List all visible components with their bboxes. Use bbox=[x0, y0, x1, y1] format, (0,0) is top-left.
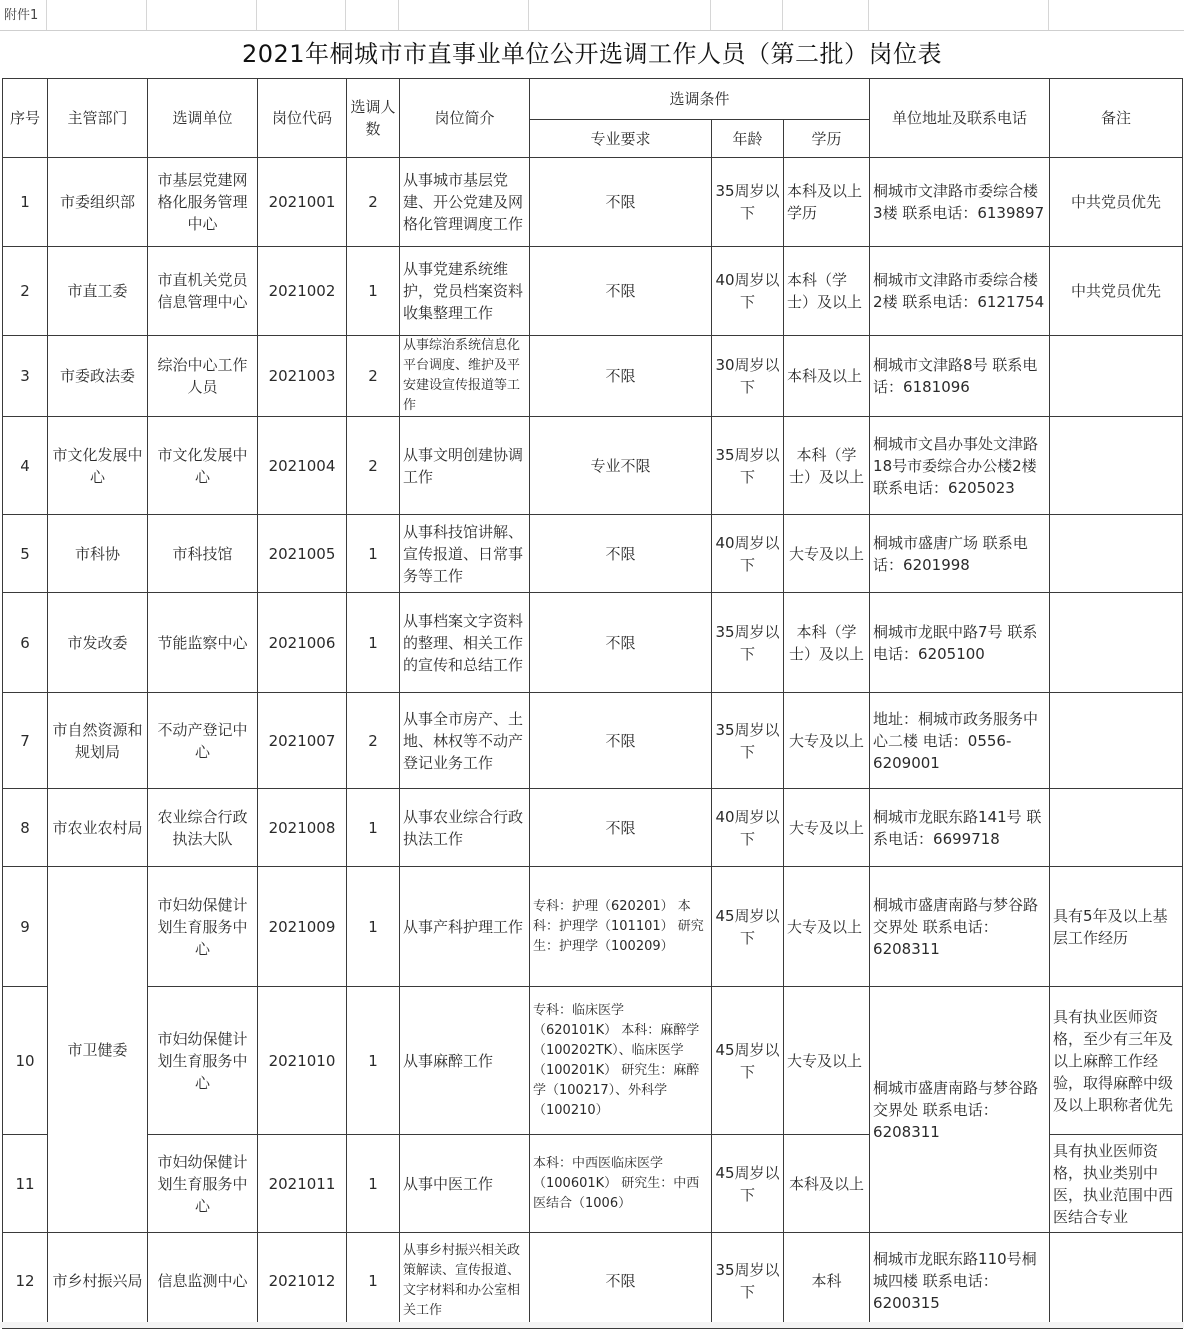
cell-major: 专科：护理（620201） 本科：护理学（101101） 研究生：护理学（100209） bbox=[530, 867, 712, 987]
cell-edu: 本科 bbox=[784, 1233, 870, 1329]
cell-unit: 市直机关党员信息管理中心 bbox=[148, 247, 258, 336]
cell-dept: 市自然资源和规划局 bbox=[48, 693, 148, 789]
cell-code: 2021012 bbox=[258, 1233, 347, 1329]
cell-count: 1 bbox=[347, 1233, 400, 1329]
cell-edu: 大专及以上 bbox=[784, 515, 870, 593]
cell-dept: 市科协 bbox=[48, 515, 148, 593]
cell-edu: 大专及以上 bbox=[784, 987, 870, 1135]
cell-note: 具有5年及以上基层工作经历 bbox=[1050, 867, 1183, 987]
header-count: 选调人数 bbox=[347, 79, 400, 158]
header-desc: 岗位简介 bbox=[400, 79, 530, 158]
cell-seq: 3 bbox=[3, 336, 48, 417]
cell-edu: 本科及以上学历 bbox=[784, 158, 870, 247]
cell-edu: 本科（学士）及以上 bbox=[784, 417, 870, 515]
cell-major: 专业不限 bbox=[530, 417, 712, 515]
cell-desc: 从事全市房产、土地、林权等不动产登记业务工作 bbox=[400, 693, 530, 789]
cell-code: 2021004 bbox=[258, 417, 347, 515]
cell-unit: 市科技馆 bbox=[148, 515, 258, 593]
cell-dept: 市乡村振兴局 bbox=[48, 1233, 148, 1329]
cell-desc: 从事产科护理工作 bbox=[400, 867, 530, 987]
cell-unit: 市妇幼保健计划生育服务中心 bbox=[148, 1135, 258, 1233]
cell-age: 35周岁以下 bbox=[712, 158, 784, 247]
header-major: 专业要求 bbox=[530, 120, 712, 158]
table-row bbox=[3, 789, 1183, 867]
bottom-strip bbox=[0, 1322, 1184, 1328]
cell-dept: 市发改委 bbox=[48, 593, 148, 693]
header-conditions: 选调条件 bbox=[530, 79, 870, 120]
cell-major: 不限 bbox=[530, 158, 712, 247]
header-age: 年龄 bbox=[712, 120, 784, 158]
cell-edu: 本科（学士）及以上 bbox=[784, 593, 870, 693]
cell-note bbox=[1050, 593, 1183, 693]
table-row bbox=[3, 417, 1183, 515]
cell-major: 不限 bbox=[530, 247, 712, 336]
table-row bbox=[3, 1233, 1183, 1329]
cell-code: 2021006 bbox=[258, 593, 347, 693]
cell-seq: 10 bbox=[3, 987, 48, 1135]
cell-major: 不限 bbox=[530, 336, 712, 417]
cell-edu: 本科及以上 bbox=[784, 1135, 870, 1233]
cell-desc: 从事综治系统信息化平台调度、维护及平安建设宣传报道等工作 bbox=[400, 336, 530, 417]
cell-code: 2021010 bbox=[258, 987, 347, 1135]
header-dept: 主管部门 bbox=[48, 79, 148, 158]
cell-note bbox=[1050, 515, 1183, 593]
cell-unit: 农业综合行政执法大队 bbox=[148, 789, 258, 867]
cell-code: 2021008 bbox=[258, 789, 347, 867]
cell-count: 2 bbox=[347, 336, 400, 417]
cell-desc: 从事档案文字资料的整理、相关工作的宣传和总结工作 bbox=[400, 593, 530, 693]
header-unit: 选调单位 bbox=[148, 79, 258, 158]
cell-count: 1 bbox=[347, 789, 400, 867]
cell-major: 本科：中西医临床医学（100601K） 研究生：中西医结合（1006） bbox=[530, 1135, 712, 1233]
cell-code: 2021007 bbox=[258, 693, 347, 789]
cell-unit: 市文化发展中心 bbox=[148, 417, 258, 515]
cell-address: 桐城市文津路8号 联系电话：6181096 bbox=[870, 336, 1050, 417]
table-row bbox=[3, 693, 1183, 789]
cell-unit: 市妇幼保健计划生育服务中心 bbox=[148, 867, 258, 987]
cell-note: 中共党员优先 bbox=[1050, 247, 1183, 336]
cell-desc: 从事麻醉工作 bbox=[400, 987, 530, 1135]
header-code: 岗位代码 bbox=[258, 79, 347, 158]
cell-desc: 从事乡村振兴相关政策解读、宣传报道、文字材料和办公室相关工作 bbox=[400, 1233, 530, 1329]
cell-seq: 6 bbox=[3, 593, 48, 693]
cell-address: 地址：桐城市政务服务中心二楼 电话：0556-6209001 bbox=[870, 693, 1050, 789]
cell-dept: 市委组织部 bbox=[48, 158, 148, 247]
cell-count: 2 bbox=[347, 417, 400, 515]
cell-dept: 市委政法委 bbox=[48, 336, 148, 417]
cell-unit: 市妇幼保健计划生育服务中心 bbox=[148, 987, 258, 1135]
cell-age: 40周岁以下 bbox=[712, 515, 784, 593]
cell-age: 45周岁以下 bbox=[712, 1135, 784, 1233]
cell-address: 桐城市盛唐南路与梦谷路交界处 联系电话：6208311 bbox=[870, 987, 1050, 1233]
cell-code: 2021005 bbox=[258, 515, 347, 593]
cell-edu: 本科及以上 bbox=[784, 336, 870, 417]
cell-seq: 11 bbox=[3, 1135, 48, 1233]
cell-major: 不限 bbox=[530, 1233, 712, 1329]
cell-note bbox=[1050, 1233, 1183, 1329]
cell-edu: 本科（学士）及以上 bbox=[784, 247, 870, 336]
cell-desc: 从事党建系统维护，党员档案资料收集整理工作 bbox=[400, 247, 530, 336]
cell-count: 1 bbox=[347, 867, 400, 987]
cell-major: 专科：临床医学（620101K） 本科：麻醉学（100202TK）、临床医学（100201K） 研究生：麻醉学（100217）、外科学（100210） bbox=[530, 987, 712, 1135]
cell-unit: 节能监察中心 bbox=[148, 593, 258, 693]
cell-count: 1 bbox=[347, 593, 400, 693]
cell-address: 桐城市文昌办事处文津路18号市委综合办公楼2楼 联系电话：6205023 bbox=[870, 417, 1050, 515]
cell-age: 30周岁以下 bbox=[712, 336, 784, 417]
top-grid bbox=[0, 0, 1184, 31]
cell-seq: 7 bbox=[3, 693, 48, 789]
cell-note bbox=[1050, 789, 1183, 867]
cell-count: 1 bbox=[347, 987, 400, 1135]
cell-seq: 5 bbox=[3, 515, 48, 593]
header-note: 备注 bbox=[1050, 79, 1183, 158]
cell-address: 桐城市龙眠东路110号桐城四楼 联系电话：6200315 bbox=[870, 1233, 1050, 1329]
cell-code: 2021011 bbox=[258, 1135, 347, 1233]
page-title: 2021年桐城市市直事业单位公开选调工作人员（第二批）岗位表 bbox=[241, 40, 943, 68]
cell-age: 35周岁以下 bbox=[712, 417, 784, 515]
cell-address: 桐城市文津路市委综合楼3楼 联系电话：6139897 bbox=[870, 158, 1050, 247]
cell-desc: 从事科技馆讲解、宣传报道、日常事务等工作 bbox=[400, 515, 530, 593]
cell-code: 2021002 bbox=[258, 247, 347, 336]
cell-seq: 12 bbox=[3, 1233, 48, 1329]
table-row bbox=[3, 867, 1183, 987]
cell-unit: 不动产登记中心 bbox=[148, 693, 258, 789]
cell-desc: 从事中医工作 bbox=[400, 1135, 530, 1233]
cell-count: 1 bbox=[347, 515, 400, 593]
cell-age: 40周岁以下 bbox=[712, 247, 784, 336]
cell-note: 中共党员优先 bbox=[1050, 158, 1183, 247]
cell-address: 桐城市文津路市委综合楼2楼 联系电话：6121754 bbox=[870, 247, 1050, 336]
table-row bbox=[3, 247, 1183, 336]
cell-desc: 从事农业综合行政执法工作 bbox=[400, 789, 530, 867]
cell-edu: 大专及以上 bbox=[784, 693, 870, 789]
cell-dept: 市农业农村局 bbox=[48, 789, 148, 867]
table-row bbox=[3, 987, 1183, 1135]
cell-unit: 市基层党建网格化服务管理中心 bbox=[148, 158, 258, 247]
cell-desc: 从事城市基层党建、开公党建及网格化管理调度工作 bbox=[400, 158, 530, 247]
cell-note: 具有执业医师资格，执业类别中医，执业范围中西医结合专业 bbox=[1050, 1135, 1183, 1233]
cell-code: 2021003 bbox=[258, 336, 347, 417]
cell-age: 45周岁以下 bbox=[712, 867, 784, 987]
cell-seq: 2 bbox=[3, 247, 48, 336]
table-row bbox=[3, 515, 1183, 593]
cell-desc: 从事文明创建协调工作 bbox=[400, 417, 530, 515]
cell-age: 40周岁以下 bbox=[712, 789, 784, 867]
cell-code: 2021009 bbox=[258, 867, 347, 987]
cell-code: 2021001 bbox=[258, 158, 347, 247]
cell-major: 不限 bbox=[530, 693, 712, 789]
cell-address: 桐城市龙眠中路7号 联系电话：6205100 bbox=[870, 593, 1050, 693]
cell-dept: 市文化发展中心 bbox=[48, 417, 148, 515]
cell-count: 2 bbox=[347, 693, 400, 789]
cell-major: 不限 bbox=[530, 515, 712, 593]
cell-seq: 4 bbox=[3, 417, 48, 515]
cell-count: 2 bbox=[347, 158, 400, 247]
cell-age: 35周岁以下 bbox=[712, 693, 784, 789]
header-address: 单位地址及联系电话 bbox=[870, 79, 1050, 158]
cell-unit: 综治中心工作人员 bbox=[148, 336, 258, 417]
cell-count: 1 bbox=[347, 1135, 400, 1233]
cell-edu: 大专及以上 bbox=[784, 867, 870, 987]
cell-count: 1 bbox=[347, 247, 400, 336]
cell-address: 桐城市盛唐南路与梦谷路交界处 联系电话：6208311 bbox=[870, 867, 1050, 987]
cell-note bbox=[1050, 693, 1183, 789]
cell-seq: 8 bbox=[3, 789, 48, 867]
table-row bbox=[3, 158, 1183, 247]
cell-age: 45周岁以下 bbox=[712, 987, 784, 1135]
cell-age: 35周岁以下 bbox=[712, 593, 784, 693]
cell-major: 不限 bbox=[530, 789, 712, 867]
header-edu: 学历 bbox=[784, 120, 870, 158]
cell-edu: 大专及以上 bbox=[784, 789, 870, 867]
cell-address: 桐城市盛唐广场 联系电话：6201998 bbox=[870, 515, 1050, 593]
header-seq: 序号 bbox=[3, 79, 48, 158]
positions-table bbox=[2, 78, 1183, 1329]
attachment-label: 附件1 bbox=[4, 8, 39, 23]
cell-seq: 1 bbox=[3, 158, 48, 247]
cell-unit: 信息监测中心 bbox=[148, 1233, 258, 1329]
table-row bbox=[3, 593, 1183, 693]
cell-note bbox=[1050, 417, 1183, 515]
cell-dept: 市卫健委 bbox=[48, 867, 148, 1233]
table-row bbox=[3, 336, 1183, 417]
cell-seq: 9 bbox=[3, 867, 48, 987]
cell-note: 具有执业医师资格，至少有三年及以上麻醉工作经验，取得麻醉中级及以上职称者优先 bbox=[1050, 987, 1183, 1135]
cell-dept: 市直工委 bbox=[48, 247, 148, 336]
cell-note bbox=[1050, 336, 1183, 417]
cell-age: 35周岁以下 bbox=[712, 1233, 784, 1329]
cell-major: 不限 bbox=[530, 593, 712, 693]
cell-address: 桐城市龙眠东路141号 联系电话：6699718 bbox=[870, 789, 1050, 867]
